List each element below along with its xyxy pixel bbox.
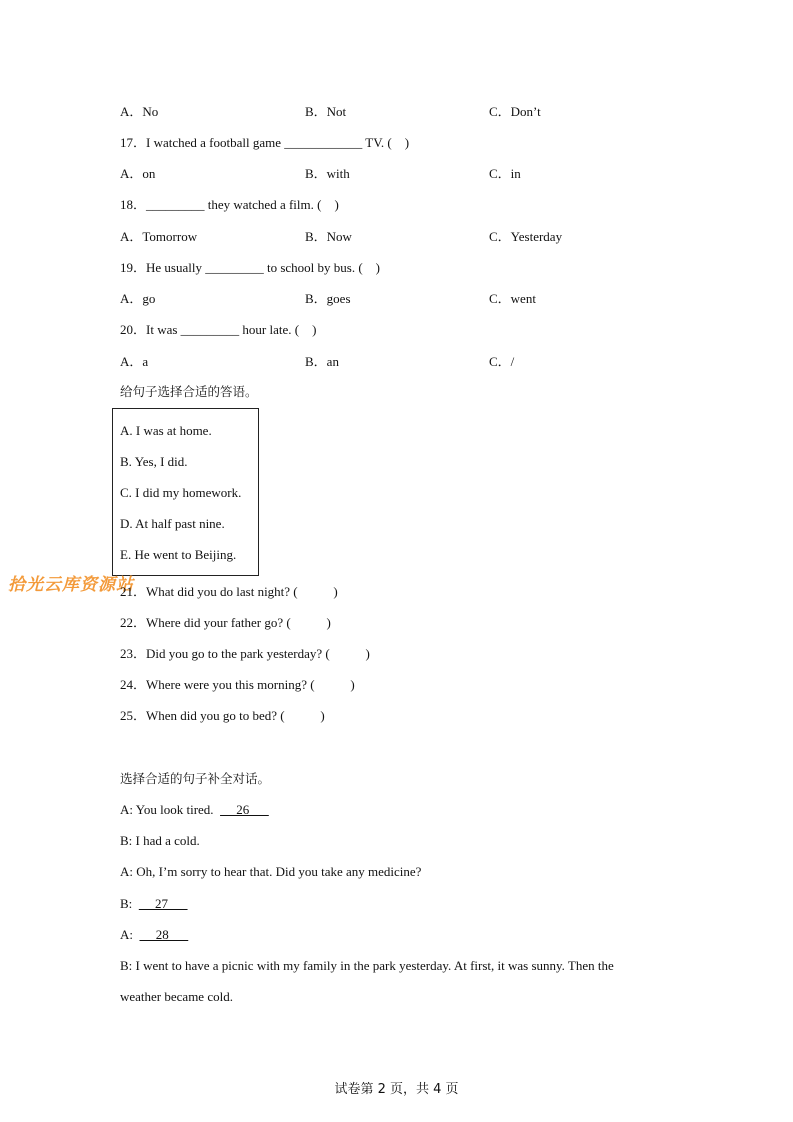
watermark-logo: 拾光云库资源站 <box>8 575 134 595</box>
question-20: 20．It was _________ hour late. ( ) <box>120 322 317 337</box>
q17-option-b: B．with <box>305 166 350 181</box>
dialogue-line-2: B: I had a cold. <box>120 833 200 848</box>
dialogue-line-7: weather became cold. <box>120 989 233 1004</box>
q16-option-b: B．Not <box>305 104 347 119</box>
dialogue-line-4-text: B: <box>120 896 139 911</box>
dialogue-line-1-text: A: You look tired. <box>120 802 221 817</box>
q16-option-a: A．No <box>120 104 159 119</box>
q20-option-a: A．a <box>120 354 149 369</box>
question-22: 22．Where did your father go? ( ) <box>120 615 331 630</box>
q17-option-a: A．on <box>120 166 156 181</box>
section-title-match: 给句子选择合适的答语。 <box>120 384 258 399</box>
q18-option-b: B．Now <box>305 229 352 244</box>
page-footer: 试卷第 2 页，共 4 页 <box>334 1082 459 1097</box>
q20-option-b: B．an <box>305 354 339 369</box>
question-18: 18．_________ they watched a film. ( ) <box>120 197 339 212</box>
q19-option-c: C．went <box>489 291 536 306</box>
question-24: 24．Where were you this morning? ( ) <box>120 677 355 692</box>
question-25: 25．When did you go to bed? ( ) <box>120 708 325 723</box>
q17-option-c: C．in <box>489 166 521 181</box>
dialogue-line-3: A: Oh, I’m sorry to hear that. Did you take any medicine? <box>120 864 422 879</box>
dialogue-line-5-text: A: <box>120 927 140 942</box>
q18-option-a: A．Tomorrow <box>120 229 198 244</box>
q16-option-c: C．Don’t <box>489 104 541 119</box>
answer-e: E. He went to Beijing. <box>120 547 237 562</box>
q19-option-a: A．go <box>120 291 156 306</box>
q19-option-b: B．goes <box>305 291 351 306</box>
answer-d: D. At half past nine. <box>120 516 225 531</box>
q20-option-c: C．/ <box>489 354 515 369</box>
question-19: 19．He usually _________ to school by bus. ( ) <box>120 260 380 275</box>
dialogue-line-4 <box>120 896 188 912</box>
blank-28: 28 <box>139 927 189 942</box>
answer-c: C. I did my homework. <box>120 485 242 500</box>
blank-26: 26 <box>220 802 269 817</box>
answer-b: B. Yes, I did. <box>120 454 188 469</box>
question-21: 21．What did you do last night? ( ) <box>120 584 338 599</box>
dialogue-line-6: B: I went to have a picnic with my family in the park yesterday. At first, it was sunny. Then the <box>120 958 614 973</box>
section-title-dialogue: 选择合适的句子补全对话。 <box>120 771 271 786</box>
question-17: 17．I watched a football game ____________ TV. ( ) <box>120 135 410 150</box>
question-23: 23．Did you go to the park yesterday? ( ) <box>120 646 370 661</box>
blank-27: 27 <box>138 896 188 911</box>
answer-a: A. I was at home. <box>120 423 212 438</box>
answer-box <box>112 408 259 576</box>
dialogue-line-1 <box>120 802 269 818</box>
q18-option-c: C．Yesterday <box>489 229 563 244</box>
dialogue-line-5 <box>120 927 188 943</box>
